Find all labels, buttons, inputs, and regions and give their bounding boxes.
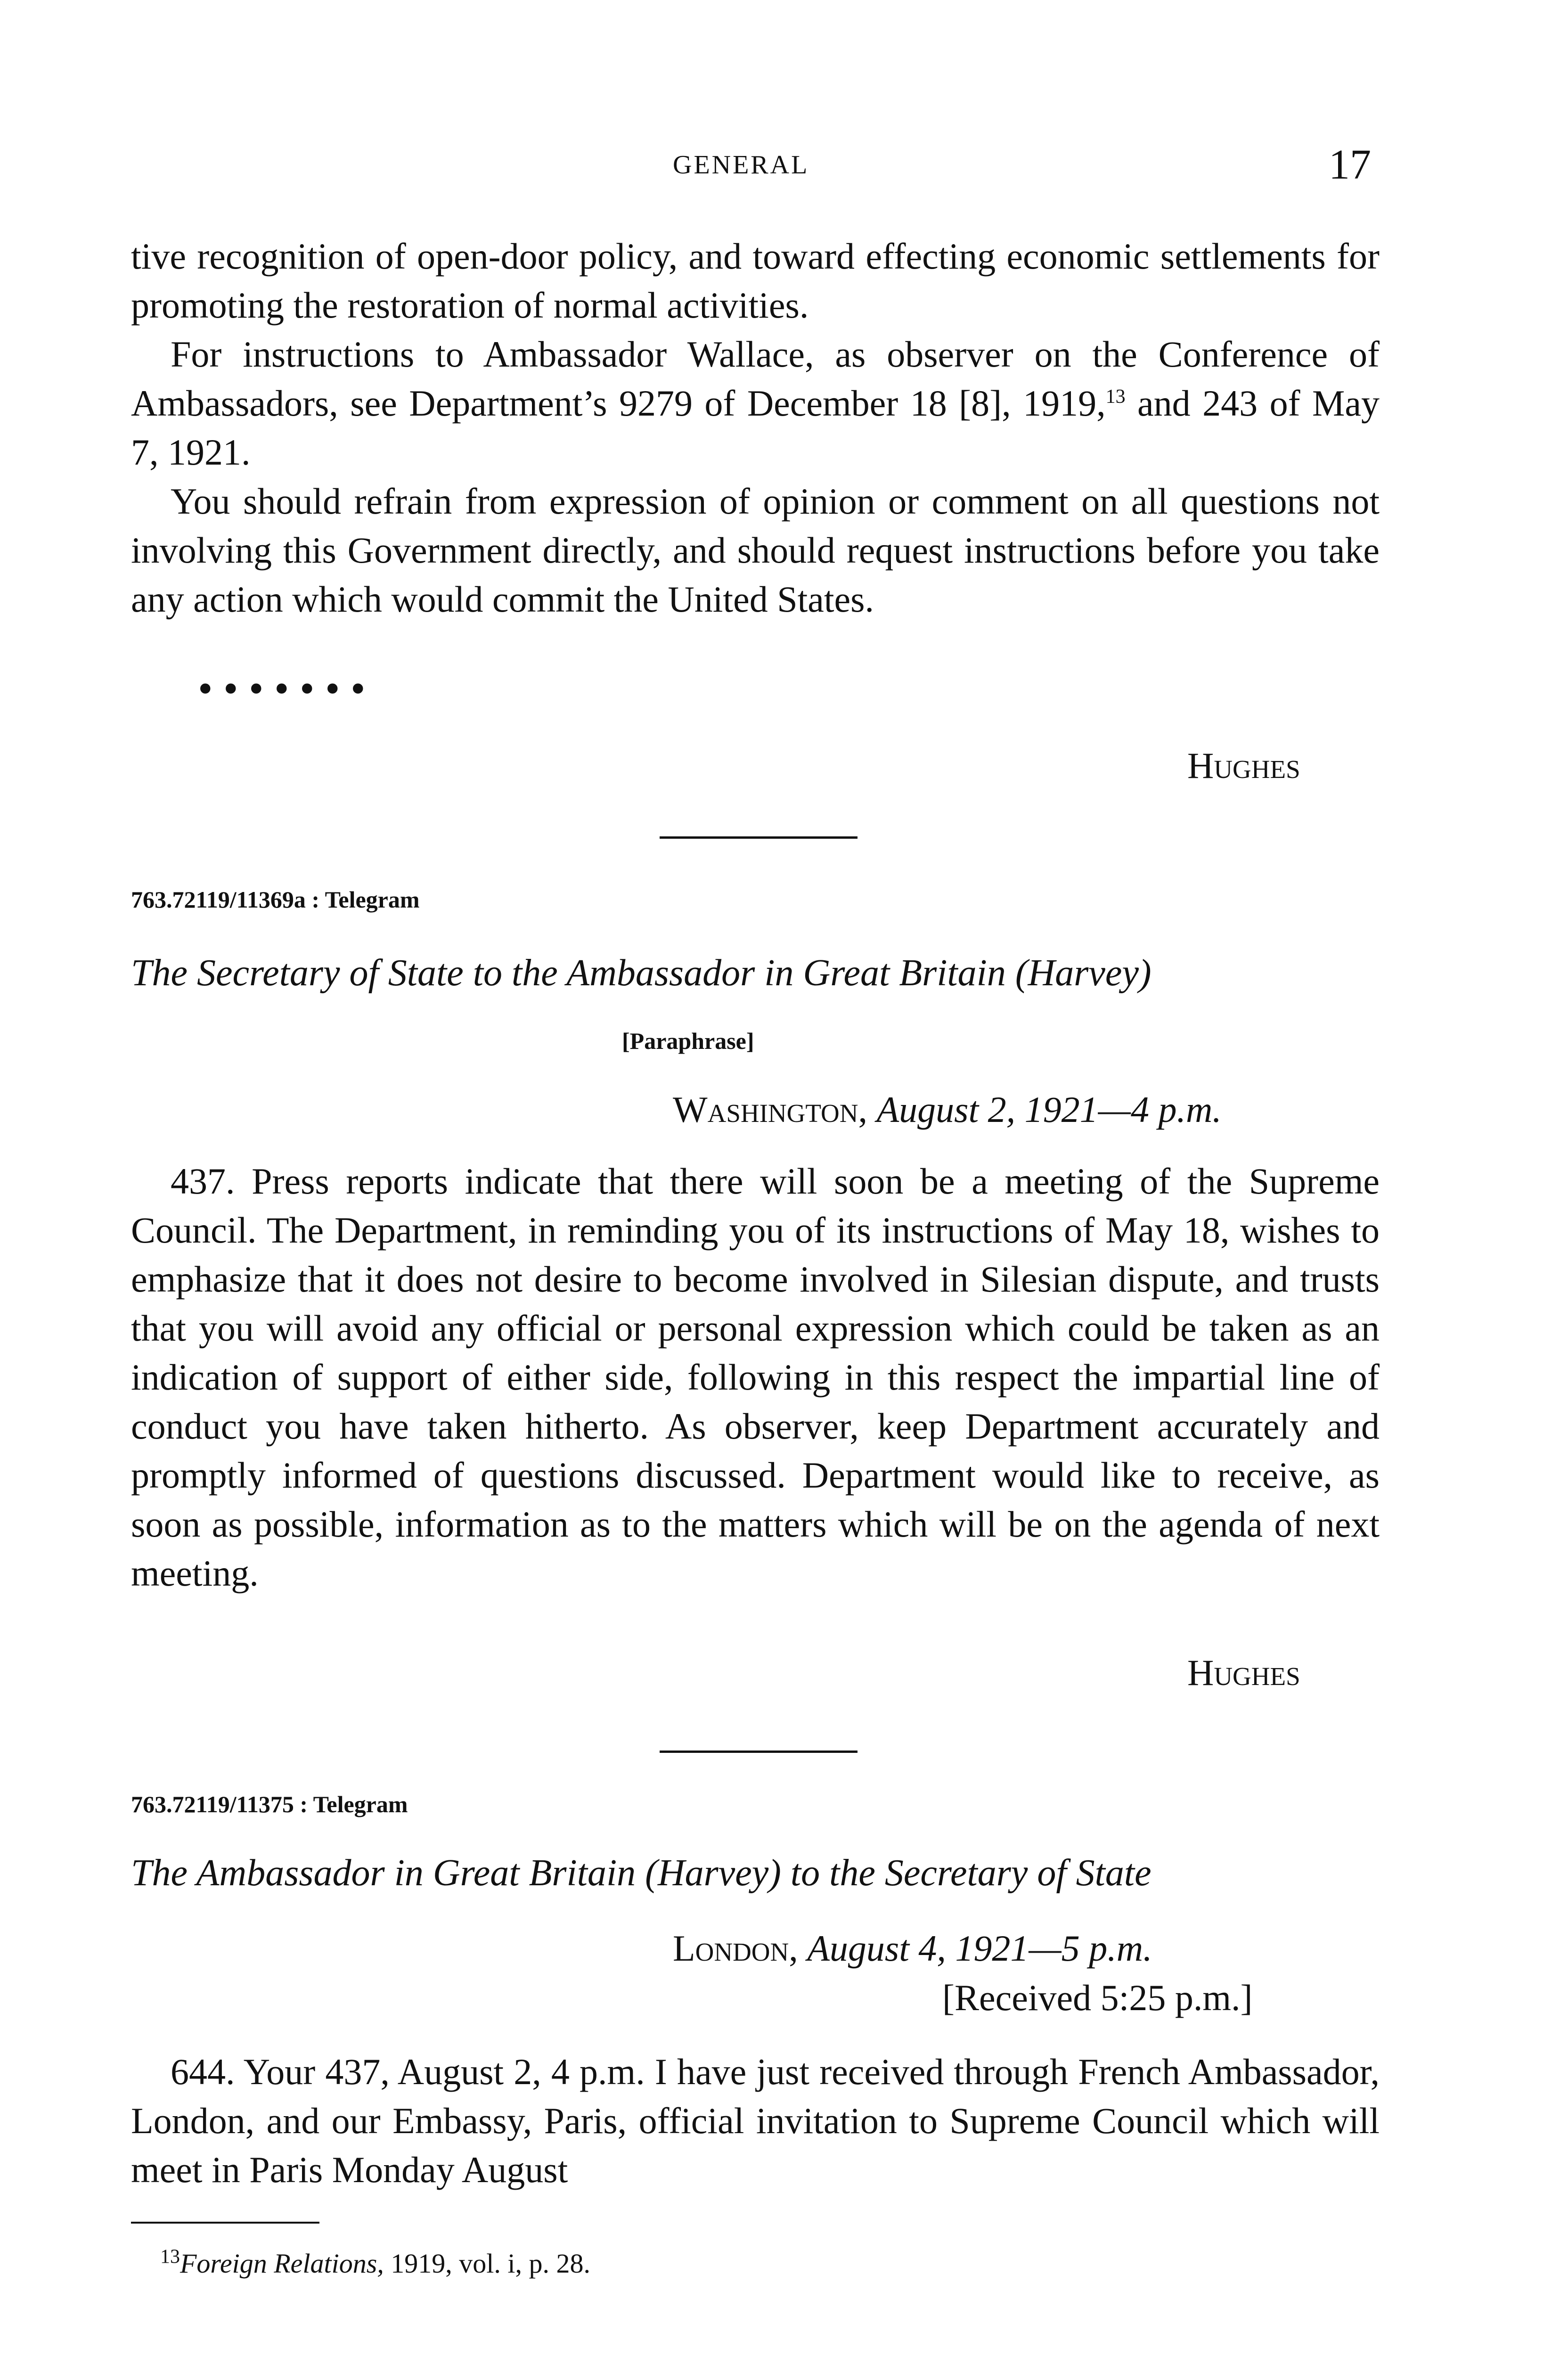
dateline (673, 1927, 1152, 1970)
dateline-date: August 2, 1921—4 p.m. (876, 1089, 1222, 1130)
divider (660, 1751, 858, 1753)
paragraph: tive recognition of open-door policy, and toward effecting economic settlements for promoting the restoration of normal activities. (131, 236, 1380, 326)
footnote-ref: 13 (1105, 386, 1126, 408)
document-body (131, 1157, 1380, 1598)
document-title: The Secretary of State to the Ambassador in Great Britain (Harvey) (131, 952, 1152, 994)
signature: Hughes (1187, 1652, 1300, 1693)
received-note: [Received 5:25 p.m.] (942, 1977, 1253, 2018)
ellipsis-row: • • • • • • • (198, 665, 366, 712)
dateline-date: August 4, 1921—5 p.m. (807, 1928, 1152, 1969)
file-reference: 763.72119/11369a : Telegram (131, 886, 420, 913)
page-number: 17 (1329, 141, 1371, 188)
dateline (673, 1088, 1222, 1131)
running-title: GENERAL (673, 150, 809, 180)
footnote-marker: 13 (160, 2246, 180, 2268)
footnote: $^{13}$Foreign Relations, 1919, vol. i, p. 28. (160, 2246, 591, 2279)
paraphrase-note: [Paraphrase] (622, 1028, 754, 1054)
document-body (131, 2047, 1380, 2194)
paragraph: 644. Your 437, August 2, 4 p.m. I have just received through French Ambassador, London, and our Embassy, Paris, official invitation to Supreme Council which will meet in Paris Monday August (131, 2051, 1380, 2190)
paragraph: 437. Press reports indicate that there will soon be a meeting of the Supreme Council. The Department, in reminding you of its instructions of May 18, wishes to emphasize that it does not desire to become involved in Silesian dispute, and trusts that you will avoid any official or personal expression which could be taken as an indication of support of either side, following in this respect the impartial line of conduct you have taken hitherto. As observer, keep Department accurately and promptly informed of questions discussed. Department would like to receive, as soon as possible, information as to the matters which will be on the agenda of next meeting. (131, 1161, 1380, 1594)
dateline-place: London, (673, 1928, 798, 1969)
document-title: The Ambassador in Great Britain (Harvey) to the Secretary of State (131, 1852, 1152, 1894)
footnote-rule (131, 2222, 319, 2224)
paragraph: You should refrain from expression of opinion or comment on all questions not involving this Government directly, and should request instructions before you take any action which would commit the United States. (131, 481, 1380, 620)
signature: Hughes (1187, 745, 1300, 786)
paragraph: For instructions to Ambassador Wallace, as observer on the Conference of Ambassadors, see Department’s 9279 of December 18 [8], 1919,13 and 243 of May 7, 1921. (131, 334, 1380, 473)
divider (660, 836, 858, 839)
section1-text (131, 232, 1380, 624)
dateline-place: Washington, (673, 1089, 867, 1130)
file-reference: 763.72119/11375 : Telegram (131, 1791, 408, 1817)
